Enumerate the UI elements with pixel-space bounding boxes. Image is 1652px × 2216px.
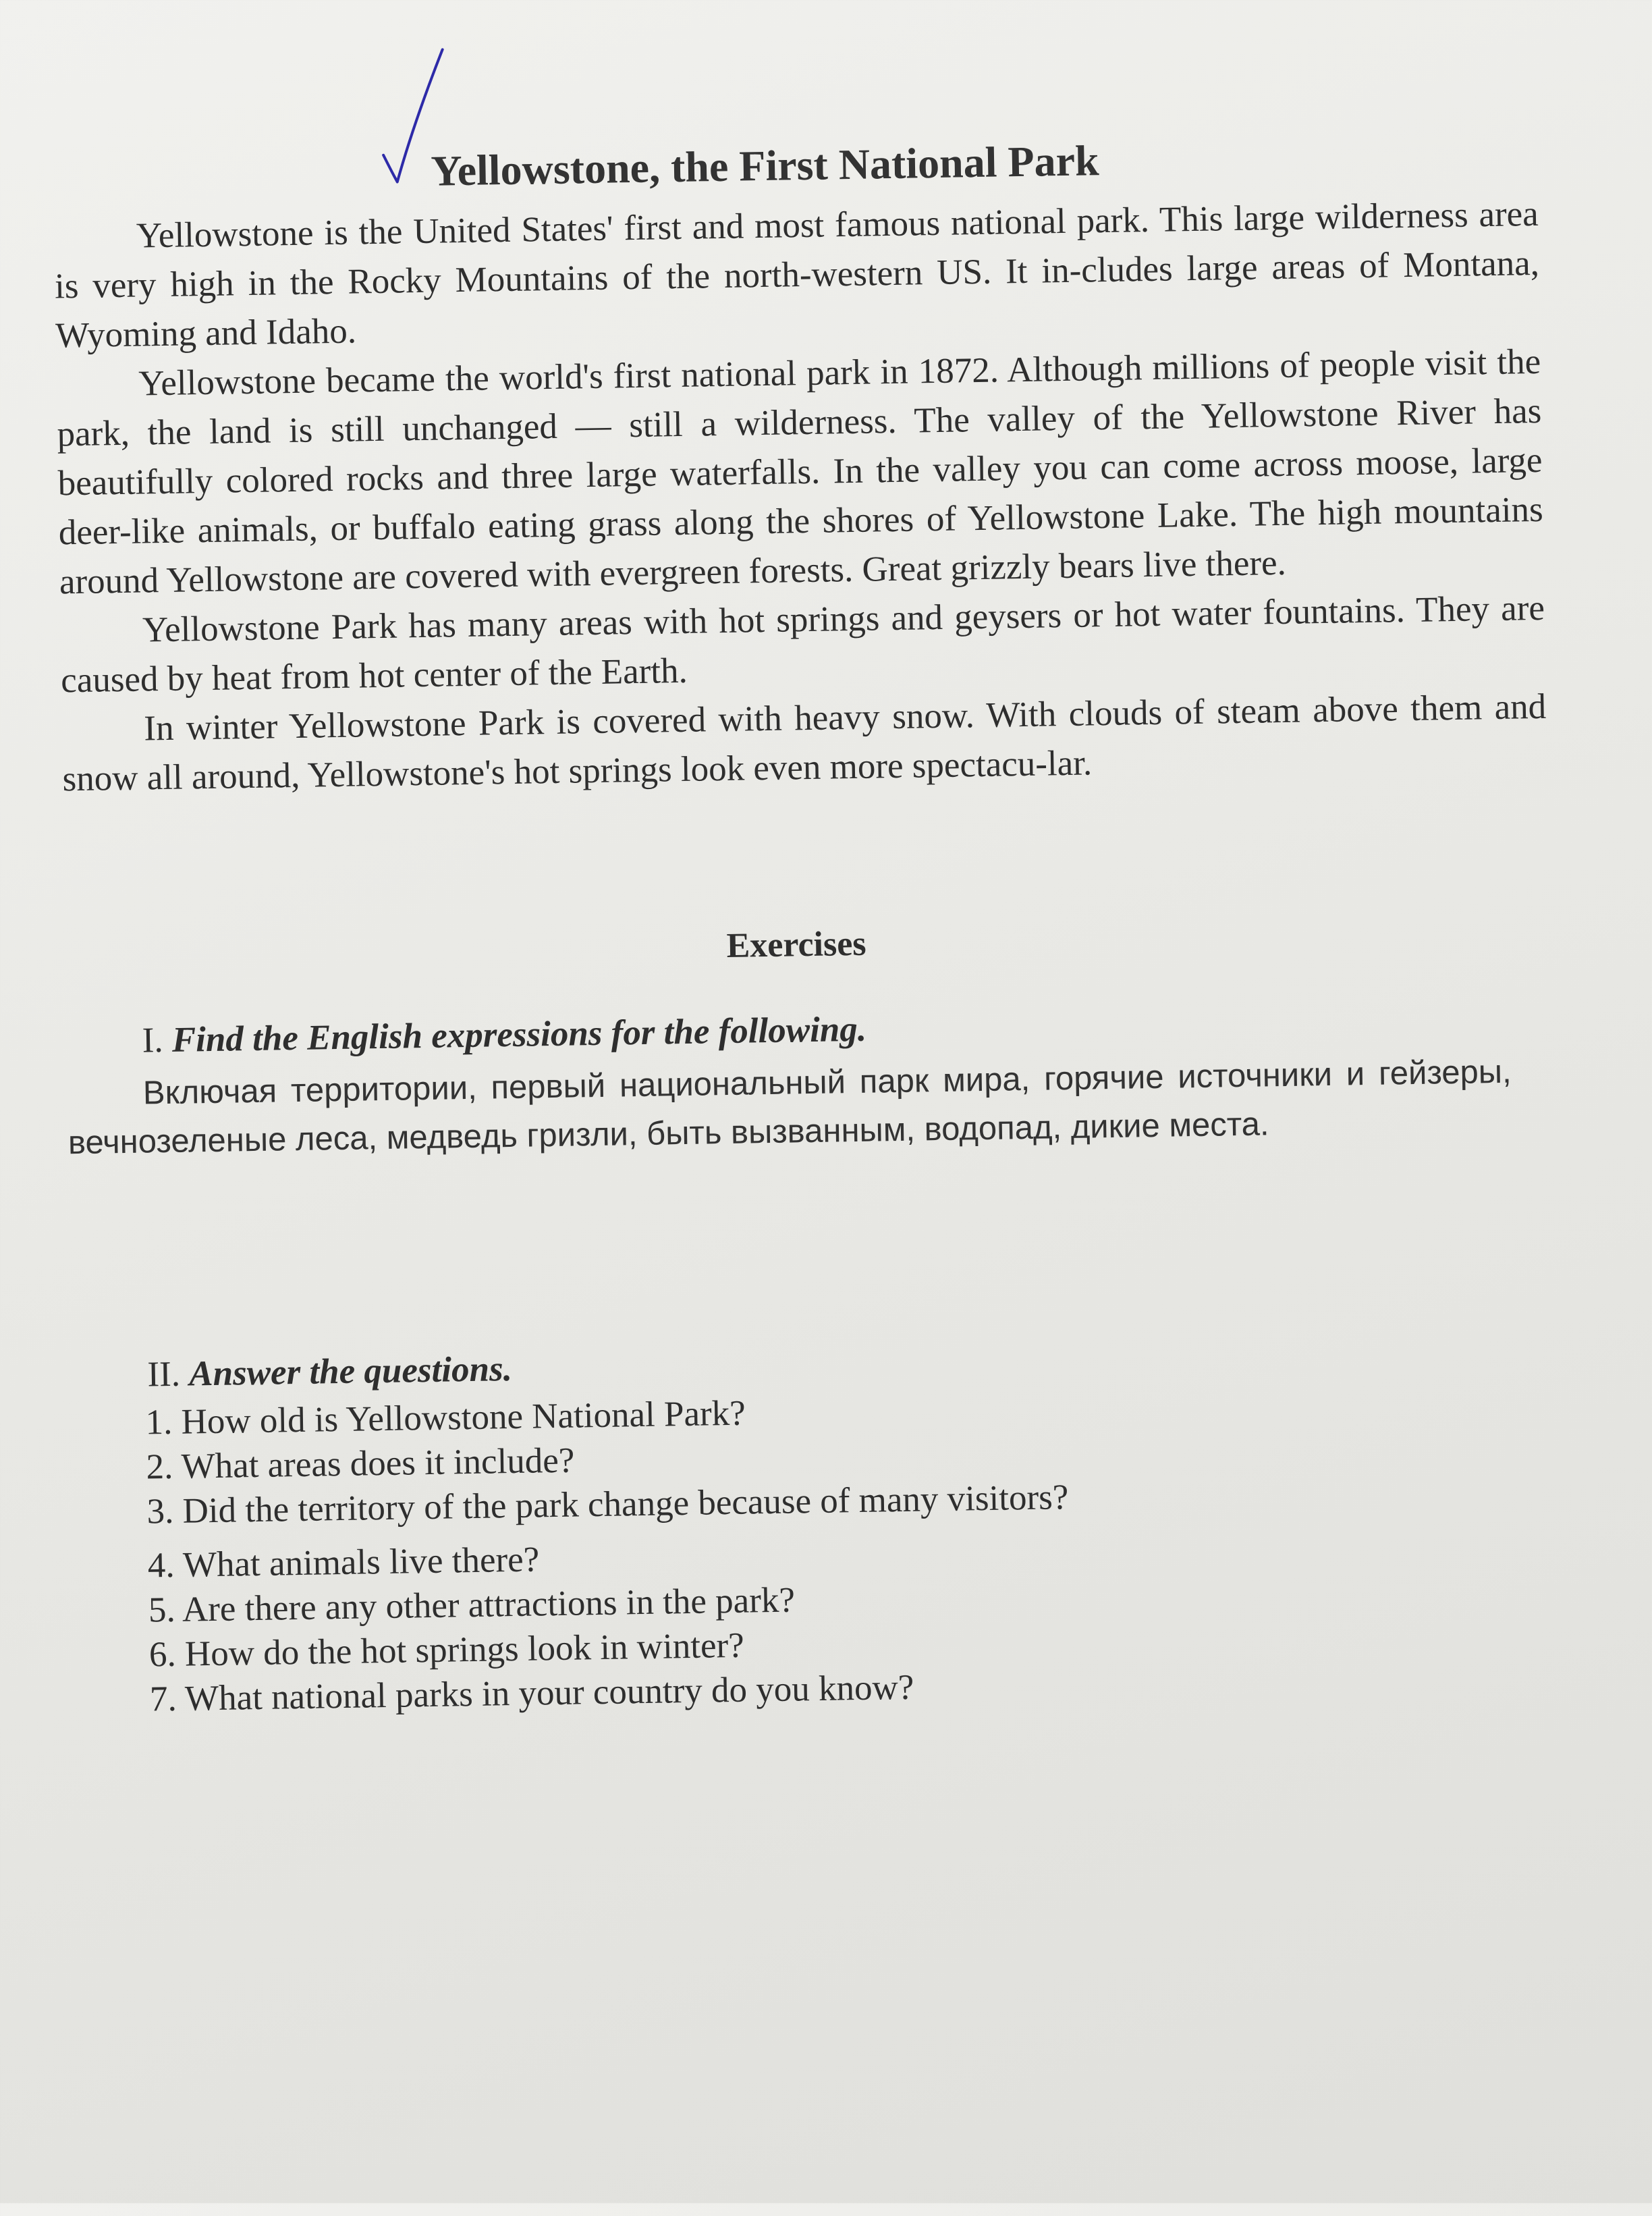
question-item: 4. What animals live there? (147, 1540, 540, 1586)
exercise-2 (72, 1329, 1521, 1723)
russian-expressions: Включая территории, первый национальный парк мира, горячие источники и гейзеры, вечнозеленые леса, медведь гризли, быть вызванным, водопад, дикие места. (67, 1053, 1512, 1162)
paragraph: In winter Yellowstone Park is covered with heavy snow. With clouds of steam above them and snow all around, Yellowstone's hot springs look even more spectacu-lar. (62, 686, 1547, 799)
question-item: 6. How do the hot springs look in winter? (148, 1625, 745, 1675)
exercise-instruction: Find the English expressions for the following. (171, 1009, 867, 1060)
page-title: Yellowstone, the First National Park (430, 136, 1100, 195)
question-list (72, 1379, 1521, 1723)
paragraph: Yellowstone became the world's first national park in 1872. Although millions of people visit the park, the land is still unchanged — still a wilderness. The valley of the Yellowstone River has beautifully colored rocks and three large waterfalls. In the valley you can come across moose, large deer-like animals, or buffalo eating grass along the shores of Yellowstone Lake. The high mountains around Yellowstone are covered with evergreen forests. Great grizzly bears live there. (57, 342, 1544, 602)
paragraph: Yellowstone Park has many areas with hot springs and geysers or hot water fountains. They are caused by heat from hot center of the Earth. (60, 588, 1545, 701)
paragraph: Yellowstone is the United States' first and most famous national park. This large wilderness area is very high in the Rocky Mountains of the north-western US. It in-cludes large areas of Montana, Wyoming and Idaho. (54, 194, 1540, 356)
question-item: 5. Are there any other attractions in the park? (148, 1580, 796, 1630)
question-item: 7. What national parks in your country do you know? (149, 1667, 914, 1719)
exercise-number: I. (142, 1021, 164, 1060)
exercises-heading: Exercises (726, 924, 866, 965)
question-item: 2. What areas does it include? (146, 1440, 575, 1487)
exercise-1 (66, 995, 1512, 1168)
question-item: 3. Did the territory of the park change because of many visitors? (146, 1478, 1069, 1532)
exercise-number: II. (146, 1354, 181, 1395)
question-item: 1. How old is Yellowstone National Park? (145, 1393, 746, 1442)
story-text (53, 190, 1547, 804)
exercise-instruction: Answer the questions. (188, 1349, 513, 1394)
